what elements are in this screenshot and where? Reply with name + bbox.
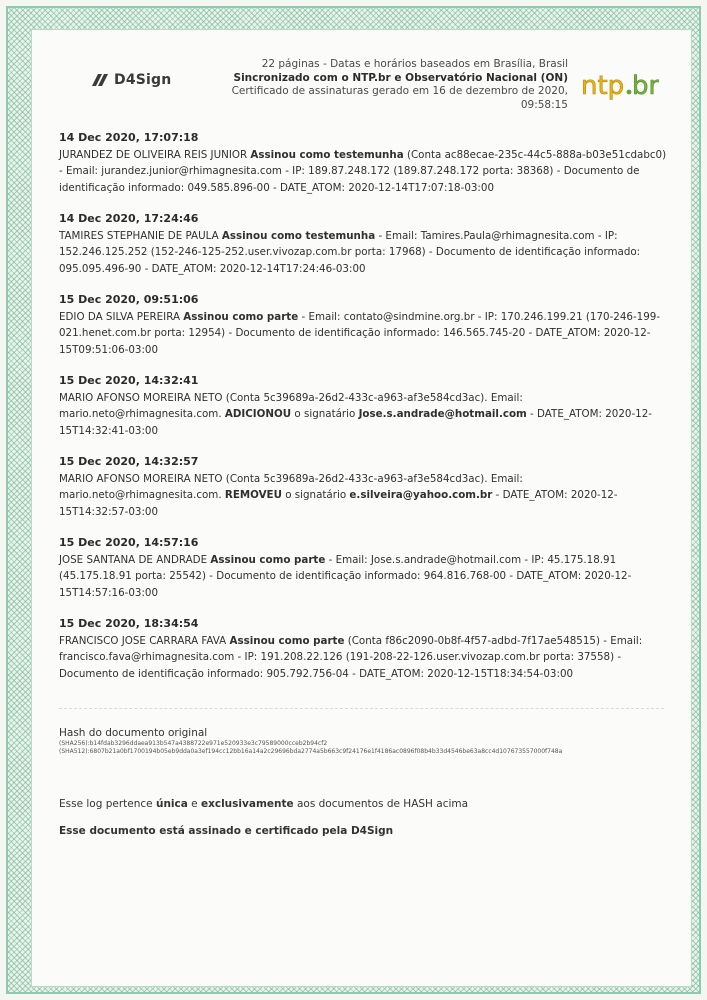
note-bold: exclusivamente	[200, 798, 294, 810]
generated-line: Certificado de assinaturas gerado em 16 de dezembro de 2020,	[231, 85, 568, 97]
header-info	[188, 58, 568, 112]
signature-log	[59, 130, 669, 697]
entry-date: 14 Dec 2020, 17:07:18	[59, 131, 199, 144]
entry-name: EDIO DA SILVA PEREIRA	[59, 310, 184, 323]
entry-action: Assinou como parte	[183, 310, 299, 323]
entry-action: REMOVEU	[224, 489, 282, 501]
d4sign-mark-icon	[88, 72, 110, 88]
entry-target: Jose.s.andrade@hotmail.com	[358, 408, 527, 420]
hash-title: Hash do documento original	[59, 727, 208, 739]
entry-action: Assinou como parte	[229, 634, 345, 647]
log-entry	[59, 535, 669, 601]
entry-date: 15 Dec 2020, 14:32:57	[59, 455, 199, 468]
entry-action: ADICIONOU	[224, 408, 292, 420]
security-border	[6, 6, 701, 994]
entry-date: 15 Dec 2020, 09:51:06	[59, 293, 199, 306]
log-entry	[59, 130, 669, 196]
entry-connector: o signatário	[281, 489, 350, 501]
divider	[59, 708, 664, 709]
entry-date: 14 Dec 2020, 17:24:46	[59, 212, 199, 225]
certificate-page	[32, 30, 691, 986]
log-entry	[59, 616, 669, 682]
entry-details: - Email: Jose.s.andrade@hotmail.com - IP: 45.175.18.91 (45.175.18.91 porta: 25542) - Documento de identificação informado: 964.816.768-00 - DATE_ATOM: 2020-12-15T14:57:16-03:00	[59, 553, 632, 599]
note-text: Esse log pertence	[59, 798, 156, 810]
entry-details: - DATE_ATOM: 2020-12-15T14:32:57-03:00	[59, 489, 618, 518]
entry-action: Assinou como parte	[210, 553, 326, 566]
certificate-header	[32, 30, 691, 130]
hash-sha256: (SHA256):b14fdab3296ddaea913b547a4388722e971e520933e3c79589000cceb2b94cf2	[59, 740, 328, 747]
note-text: aos documentos de HASH acima	[293, 798, 469, 810]
entry-date: 15 Dec 2020, 14:32:41	[59, 374, 199, 387]
hash-sha512: (SHA512):6807b21a0bf1700194b05eb9dda0a3ef194cc12bb16a14a2c29696bda2774a5b663c9f24176e1f4186ac0896f08b4b33d4546be63a8cc4d107673557000f748a	[59, 748, 563, 755]
svg-text:br: br	[632, 71, 659, 101]
entry-name: JOSE SANTANA DE ANDRADE	[59, 553, 211, 566]
entry-connector: o signatário	[291, 408, 359, 420]
entry-actor: MARIO AFONSO MOREIRA NETO (Conta 5c39689a-26d2-433c-a963-af3e584cd3ac). Email: mario.neto@rhimagnesita.com.	[59, 391, 523, 420]
entry-action: Assinou como testemunha	[250, 148, 404, 161]
d4sign-logo	[88, 72, 171, 88]
entry-details: (Conta f86c2090-0b8f-4f57-adbd-7f17ae548515) - Email: francisco.fava@rhimagnesita.com - IP: 191.208.22.126 (191-208-22-126.user.vivozap.com.br porta: 37558) - Documento de identificação informado: 905.792.756-04 - DATE_ATOM: 2020-12-15T18:34:54-03:00	[59, 634, 643, 680]
entry-date: 15 Dec 2020, 18:34:54	[59, 617, 199, 630]
page-count-line: 22 páginas - Datas e horários baseados em Brasília, Brasil	[261, 58, 568, 70]
note-text: e	[187, 798, 201, 810]
ntp-br-logo	[579, 64, 659, 102]
entry-actor: MARIO AFONSO MOREIRA NETO (Conta 5c39689a-26d2-433c-a963-af3e584cd3ac). Email: mario.neto@rhimagnesita.com.	[59, 472, 523, 501]
entry-details: - Email: Tamires.Paula@rhimagnesita.com - IP: 152.246.125.252 (152-246-125-252.user.vivozap.com.br porta: 17968) - Documento de identificação informado: 095.095.496-90 - DATE_ATOM: 2020-12-14T17:24:46-03:00	[59, 229, 641, 275]
log-entry	[59, 211, 669, 277]
entry-details: (Conta ac88ecae-235c-44c5-888a-b03e51cdabc0) - Email: jurandez.junior@rhimagnesita.com - IP: 189.87.248.172 (189.87.248.172 porta: 38368) - Documento de identificação informado: 049.585.896-00 - DATE_ATOM: 2020-12-14T17:07:18-03:00	[59, 148, 667, 194]
log-entry	[59, 454, 669, 520]
entry-date: 15 Dec 2020, 14:57:16	[59, 536, 199, 549]
log-entry	[59, 373, 669, 439]
ntp-sync-line: Sincronizado com o NTP.br e Observatório Nacional (ON)	[233, 71, 568, 84]
brand-name: D4Sign	[114, 72, 172, 88]
entry-name: TAMIRES STEPHANIE DE PAULA	[59, 229, 222, 242]
log-ownership-note	[59, 798, 468, 810]
svg-text:ntp: ntp	[581, 71, 625, 101]
entry-details: - DATE_ATOM: 2020-12-15T14:32:41-03:00	[59, 408, 652, 437]
entry-details: - Email: contato@sindmine.org.br - IP: 170.246.199.21 (170-246-199-021.henet.com.br porta: 12954) - Documento de identificação informado: 146.565.745-20 - DATE_ATOM: 2020-12-15T09:51:06-03:00	[59, 310, 661, 356]
generated-time: 09:58:15	[520, 98, 568, 111]
entry-name: FRANCISCO JOSE CARRARA FAVA	[59, 634, 230, 647]
log-entry	[59, 292, 669, 358]
entry-target: e.silveira@yahoo.com.br	[349, 489, 493, 501]
entry-action: Assinou como testemunha	[221, 229, 376, 242]
entry-name: JURANDEZ DE OLIVEIRA REIS JUNIOR	[59, 148, 251, 161]
note-bold: única	[155, 798, 188, 810]
hash-section	[59, 726, 679, 756]
signed-certified-note: Esse documento está assinado e certificado pela D4Sign	[59, 825, 394, 837]
